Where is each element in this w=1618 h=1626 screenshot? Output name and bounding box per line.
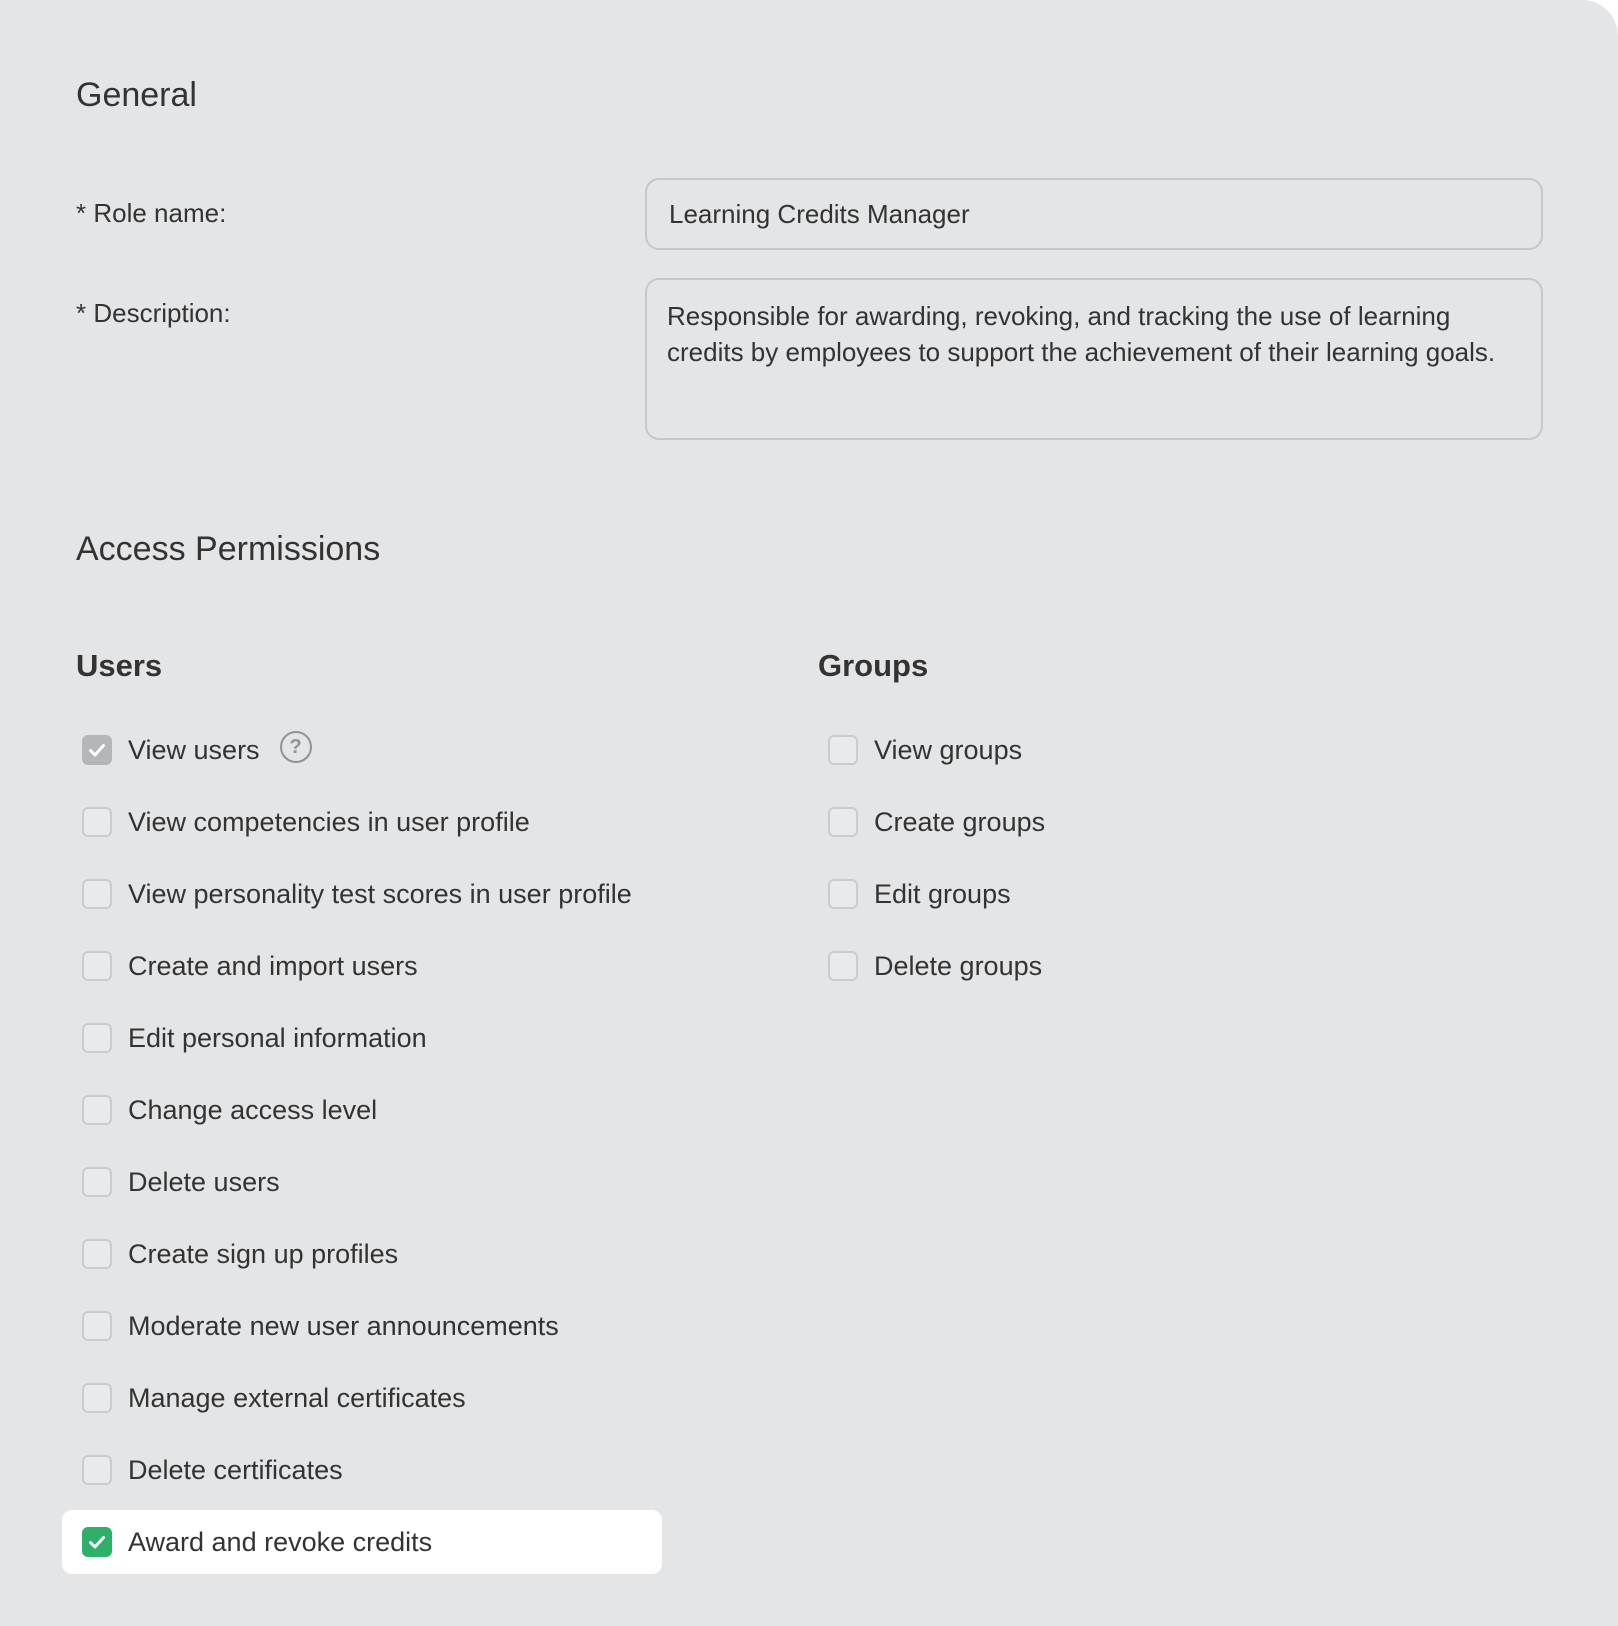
checkbox[interactable]	[82, 807, 112, 837]
checkbox[interactable]	[82, 951, 112, 981]
description-textarea[interactable]	[645, 278, 1543, 440]
groups-permission-delete-groups[interactable]	[822, 930, 1045, 1002]
users-permission-create-and-import-users[interactable]	[76, 930, 632, 1002]
users-permission-list	[76, 714, 632, 1578]
checkbox	[82, 735, 112, 765]
check-icon	[87, 740, 107, 760]
groups-column-title: Groups	[818, 648, 929, 683]
checkbox[interactable]	[828, 951, 858, 981]
users-permission-view-competencies-in-user-profile[interactable]	[76, 786, 632, 858]
checkbox[interactable]	[82, 1455, 112, 1485]
checkbox[interactable]	[828, 879, 858, 909]
checkbox[interactable]	[82, 1023, 112, 1053]
permission-label: View personality test scores in user profile	[128, 878, 632, 909]
access-permissions-title: Access Permissions	[76, 530, 381, 568]
groups-permission-list	[822, 714, 1045, 1002]
permission-label: Create groups	[874, 806, 1046, 837]
users-permission-manage-external-certificates[interactable]	[76, 1362, 632, 1434]
checkbox[interactable]	[82, 1383, 112, 1413]
checkbox[interactable]	[82, 1095, 112, 1125]
checkbox[interactable]	[82, 1167, 112, 1197]
permission-label: Moderate new user announcements	[128, 1310, 559, 1341]
permission-label: Create sign up profiles	[128, 1238, 399, 1269]
permission-label: View competencies in user profile	[128, 806, 530, 837]
question-circle-icon[interactable]: ?	[280, 731, 312, 763]
role-name-label: * Role name:	[76, 198, 227, 228]
permission-label: View groups	[874, 734, 1023, 765]
permission-label: Delete groups	[874, 950, 1043, 981]
users-permission-create-sign-up-profiles[interactable]	[76, 1218, 632, 1290]
permission-label: Change access level	[128, 1094, 378, 1125]
checkbox[interactable]	[82, 1239, 112, 1269]
checkbox[interactable]	[82, 1311, 112, 1341]
check-icon	[87, 1532, 107, 1552]
permission-label: Award and revoke credits	[128, 1526, 433, 1557]
users-permission-delete-certificates[interactable]	[76, 1434, 632, 1506]
permission-label: Delete users	[128, 1166, 280, 1197]
permission-label: Manage external certificates	[128, 1382, 466, 1413]
checkbox[interactable]	[82, 1527, 112, 1557]
groups-permission-view-groups[interactable]	[822, 714, 1045, 786]
permission-label: View users	[128, 734, 260, 765]
groups-permission-create-groups[interactable]	[822, 786, 1045, 858]
users-permission-award-and-revoke-credits[interactable]	[76, 1506, 632, 1578]
users-permission-view-users[interactable]	[76, 714, 632, 786]
users-permission-view-personality-test-scores-in-user-profile[interactable]	[76, 858, 632, 930]
permission-label: Edit personal information	[128, 1022, 427, 1053]
checkbox[interactable]	[828, 807, 858, 837]
permission-label: Create and import users	[128, 950, 418, 981]
users-permission-moderate-new-user-announcements[interactable]	[76, 1290, 632, 1362]
general-section-title: General	[76, 76, 197, 114]
users-permission-delete-users[interactable]	[76, 1146, 632, 1218]
groups-permission-edit-groups[interactable]	[822, 858, 1045, 930]
checkbox[interactable]	[82, 879, 112, 909]
description-label: * Description:	[76, 298, 231, 328]
permission-label: Edit groups	[874, 878, 1011, 909]
users-permission-edit-personal-information[interactable]	[76, 1002, 632, 1074]
checkbox[interactable]	[828, 735, 858, 765]
role-name-input[interactable]	[645, 178, 1543, 250]
users-permission-change-access-level[interactable]	[76, 1074, 632, 1146]
permission-label: Delete certificates	[128, 1454, 343, 1485]
users-column-title: Users	[76, 648, 163, 683]
